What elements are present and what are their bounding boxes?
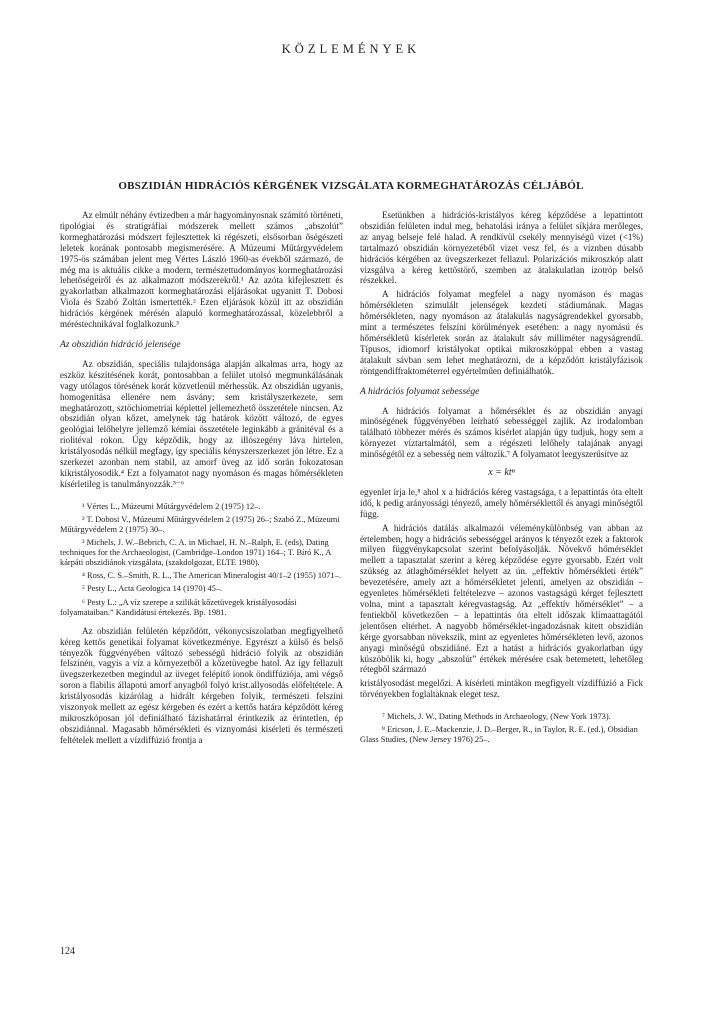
formula: x = ktⁿ (488, 467, 515, 479)
body-paragraph: Az obszidián felületén képződött, vékonycsíszolatban megfigyelhető kéreg kettős genetikai folyamat következménye. Egyrészt a külső és belső tényezők függvényében változó sebességű hidráció folyik az obszidián felszínén, vagyis a víz a környezetből a kőzetüvegbe hatol. Az így fellazult üvegszerkezetben megindul az üveget felépítő ionok öndiffúziója, ami végső soron a flabilis állapotú amorf anyagból folyó krist.allyosodás előfeltétele. A kristályosodás kizárólag a hidrált kérgeben folyik, természeti felszíni viszonyok mellett az egész kérgeben és ezért a kettős határa képződött kéreg mikroszkóposan jól definiálható fázishatárral érintkezik az érintetlen, ép obszidiánnal. Magasabb hőmérsékleti és víznyomási kísérleti és természeti feltételek mellett a vízdiffúzió frontja a (60, 625, 343, 745)
body-paragraph: A hidrációs datálás alkalmazói véleménykülönbség van abban az értelemben, hogy a hidrációs sebességgel arányos k tényezőt ezek a faktorok milyen függvénykapcsolat szerint befolyásolják. Növekvő hőmérséklet mellett a tapasztalat szerint a kéreg képződése egyre gyorsabb. Ezért volt szükség az átlaghőmérséklet helyett az ún. „effektív hőmérsékleti érték” bevezetésére, amely azt a hőmérsékletet jelenti, amelyen az obszidián – egyenletes hőmérsékleti feltételezve – azonos vastagságú kérget fejlesztett volna, mint a tapasztalt kéregvastagság. Az „effektív hőmérséklet” – a fentiekből következően – a lepattintás óta eltelt időszak klímaattagától jelentősen eltérhet. A nagyobb hőmérséklet-ingadozásnak kitett obszidián kérge gyorsabban növekszik, mint az egyenletes hőmérsékleten levő, azonos anyagi minőségű obszidiáné. Ezt a hatást a hidrációs gyakorlatban úgy küszöbölik ki, hogy „abszolút” értékek mérésére csak betemetett, lehetőleg rétegből származó (360, 522, 643, 675)
footnote: ⁵ Pesty L., Acta Geologica 14 (1970) 45–. (82, 584, 223, 594)
footnote: ⁶ Pesty L.: „A víz szerepe a szilikát kőzetüvegek kristályosodási folyamataiban.” Kandidátusi értekezés. Bp. 1981. (60, 597, 297, 617)
footnote: ³ Michels, J. W.–Bebrich, C. A. in Michael, H. N.–Ralph, E. (eds), Dating techniques for the Archaeologist, (Cambridge–London 1971) 164–; T. Bíró K., A kárpáti obszidiánok vizsgálata, (szakdolgozat, ELTE 1980). (60, 538, 331, 568)
article-title: OBSZIDIÁN HIDRÁCIÓS KÉRGÉNEK VIZSGÁLATA KORMEGHATÁROZÁS CÉLJÁBÓL (118, 180, 584, 192)
body-paragraph: egyenlet írja le,⁸ ahol x a hidrációs kéreg vastagsága, t a lepattintás óta eltelt idő, k pedig arányossági tényező, amely hőmérséklettől és anyagi minőségtől függ. (360, 486, 643, 519)
body-paragraph: kristályosodást megelőzi. A kísérleti mintákon megfigyelt vízdiffúzió a Fick törvényekben foglaltaknak eleget tesz. (360, 678, 643, 700)
section-header: KÖZLEMÉNYEK (281, 42, 421, 56)
footnote: ² T. Dobosi V., Múzeumi Műtárgyvédelem 2 (1975) 26–; Szabó Z., Múzeumi Műtárgyvédelem 2 (1975) 30–. (60, 514, 340, 534)
section-heading: A hidrációs folyamat sebessége (360, 386, 480, 397)
footnote: ¹ Vértes L., Múzeumi Műtárgyvédelem 2 (1975) 12–. (82, 501, 261, 511)
footnotes-right (360, 712, 643, 745)
body-paragraph: A hidrációs folyamat megfelel a nagy nyomáson és magas hőmérsékleten szimulált jelenségek kezdeti stádiumának. Magas hőmérsékleten, nagy nyomáson az átalakulás nagyságrendekkel gyorsabb, mint a természetes felszíni körülmények esetében: a nagy nyomású és hőmérsékletű kísérletek során az átalakult sáv milliméter nagyságrendű. Típusos, idiomorf kristályokat optikai mikroszkóppal ebben a vastag átalakult sávban sem lehet meghatározni, de a képződött kristályfázisok röntgendiffraktométerrel egyértelműen definiálhatók. (360, 289, 643, 376)
section-heading: Az obszidián hidráció jelensége (60, 339, 181, 350)
intro-paragraph: Az elmúlt néhány évtizedben a már hagyományosnak számító történeti, tipológiai és stratigráfiai módszerek mellett számos „abszolút” kormeghatározási módszert fejlesztettek ki régészeti, elsősorban őségészeti leletek korának pontosabb megismerésére. A Múzeumi Műtárgyvédelem 1975-ös számában jelent meg Vértes László 1960-as évekből származó, de még ma is aktuális cikke a modern, természettudományos kormeghatározási lehetőségeiről és az alkalmazott módszerekről.¹ Az azóta kifejlesztett és gyakorlatban alkalmazott kormeghatározási eljárásokat ugyanitt T. Dobosi Viola és Szabó Zoltán ismertették.² Ezen eljárások közül itt az obszidián hidrációs kérgének mérésén alapuló kormeghatározással, közelebbről a méréstechnikával foglalkozunk.³ (60, 210, 343, 330)
left-column (60, 210, 343, 749)
footnote: ⁸ Ericson, J. E.–Mackenzie, J. D.–Berger, R., in Taylor, R. E. (ed.), Obsidian Glass Studies, (New Jersey 1976) 25–. (360, 725, 638, 745)
footnote: ⁷ Michels, J. W., Dating Methods in Archaeology, (New York 1973). (382, 712, 611, 722)
body-paragraph: Az obszidián, speciális tulajdonsága alapján alkalmas arra, hogy az eszköz készítésének korát, pontosabban a felület utolsó megmunkálásának vagy utólagos törésének korát közvetlenül mérhessük. Az obszidián ugyanis, homogenitása ellenére nem ásvány; sem kristályszerkezete, sem meghatározott, sztöchiometriai képlettel jellemezhető összetétele nincsen. Az obszidián olyan kőzet, amelynek tág határok között változó, de egyes geológiai lelőhelyre jellemző kémiai összetétele leginkább a gránitéval és a riolitéval rokon. Úgy képződik, hogy az illószegény láva hirtelen, kristályosodás nélkül megfagy, így speciális kényszerszerkezet jön létre. Ez a szerkezet azonban nem stabil, az amorf üveg az idő során fokozatosan kikristályosodik.⁴ Ezt a folyamatot nagy nyomáson és magas hőmérsékleten kísérletileg is tanulmányozzák.⁵⁻⁶ (60, 358, 343, 489)
right-column (360, 210, 643, 753)
footnotes-left (60, 502, 343, 618)
body-paragraph: A hidrációs folyamat a hőmérséklet és az obszidián anyagi minőségének függvényében leírható sebességgel zajlik. Az irodalomban található többezer mérés és számos kísérlet alapján úgy tudjuk, hogy sem a környezet víztartalmától, sem a régészeti lelőhely talajának anyagi minőségétől ez a sebesség nem változik.⁷ A folyamatot leegyszerűsítve az (360, 405, 643, 460)
footnote: ⁴ Ross, C. S.–Smith, R. L., The American Mineralogist 40/1–2 (1955) 1071–. (82, 571, 341, 581)
body-paragraph: Esetünkben a hidrációs-kristályos kéreg képződése a lepattintott obszidián felületen indul meg, behatolási iránya a felület síkjára merőleges, az anyag belseje felé halad. A rendkívül csekély mennyiségű vizet (<1%) tartalmazó obszidián környezetéből vizet vesz fel, és a víznben dúsabb hidrációs kérgében az üvegszerkezet fellazul. Polarizációs mikroszkóp alatt vizsgálva a kéreg kettőstörő, szemben az átalakulatlan izotróp belső részekkel. (360, 210, 643, 286)
page-number: 124 (60, 946, 75, 957)
